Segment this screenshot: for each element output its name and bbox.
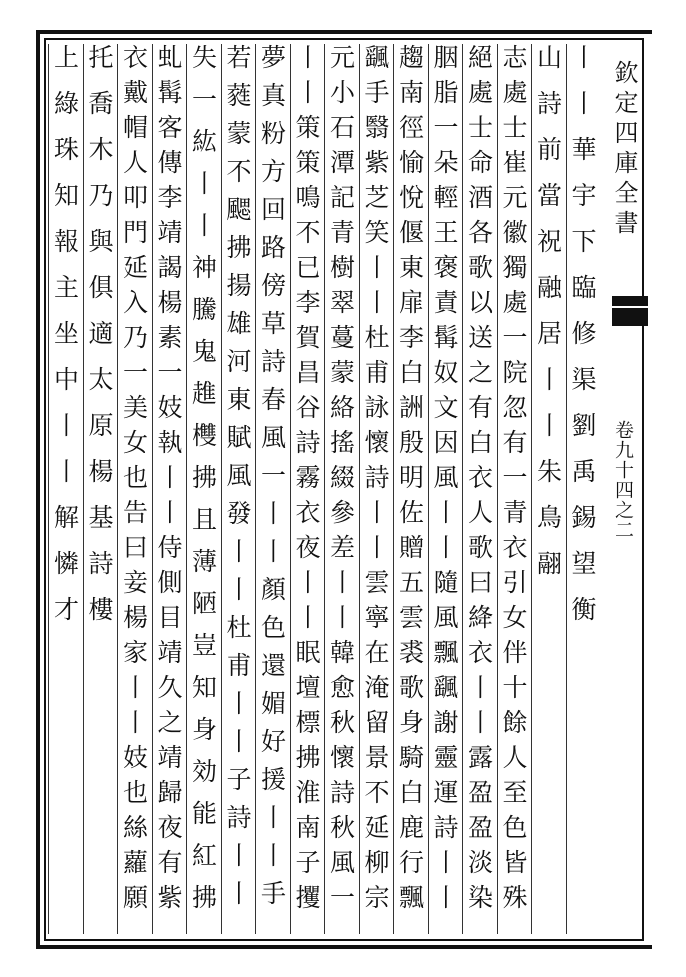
fishtail-divider: [612, 306, 648, 308]
text-column: 志處士崔元徽獨處一院忽有一青衣引女伴十餘人至色皆殊: [499, 44, 528, 919]
volume-label: 卷九十四之二: [612, 420, 634, 540]
text-column: 山詩前當祝融居丨丨朱鳥翮: [533, 44, 563, 596]
text-column: 颻手翳紫芝笑丨丨杜甫詠懷詩丨丨雲寧在淹留景不延柳宗: [361, 44, 390, 919]
column-rule: [48, 44, 49, 934]
text-column: 上綠珠知報主坐中丨丨解憐才: [50, 44, 80, 642]
fishtail-mark: [612, 296, 648, 326]
text-column: 托喬木乃與俱適太原楊基詩樓: [85, 44, 114, 642]
text-column: 胭脂一朵輕王褒責髯奴文因風丨丨隨風飄颻謝靈運詩丨丨: [430, 44, 459, 919]
text-column: 失一紘丨丨神騰鬼趡欆拂且薄陋豈知身効能紅拂: [188, 44, 218, 926]
text-column: 夢真粉方回路傍草詩春風一丨丨顏色還媚好援丨丨手: [257, 44, 287, 918]
text-column: 元小石潭記青樹翠蔓蒙絡搖綴參差丨丨韓愈秋懷詩秋風一: [326, 44, 356, 919]
text-column: 趨南徑愉悅偃東扉李白詶殷明佐贈五雲裘歌身騎白鹿行飄: [395, 44, 425, 919]
text-column: 丨丨策策鳴不已李賀昌谷詩霧衣夜丨丨眠壇標拂淮南子攫: [292, 44, 321, 919]
text-column: 丨丨華宇下臨修渠劉禹錫望衡: [568, 44, 597, 642]
text-column: 絕處士命酒各歌以送之有白衣人歌曰絳衣丨丨露盈盈淡染: [464, 44, 494, 919]
text-column: 虬髯客傳李靖謁楊素一妓執丨丨侍側目靖久之靖歸夜有紫: [154, 44, 183, 919]
book-title: 欽定四庫全書: [610, 60, 638, 240]
text-column: 若蕤蒙不颸拂揚雄河東賦風發丨丨杜甫丨丨子詩丨丨: [223, 44, 252, 918]
text-column: 衣戴帽人叩門延入乃一美女也告曰妾楊家丨丨妓也絲蘿願: [119, 44, 149, 919]
